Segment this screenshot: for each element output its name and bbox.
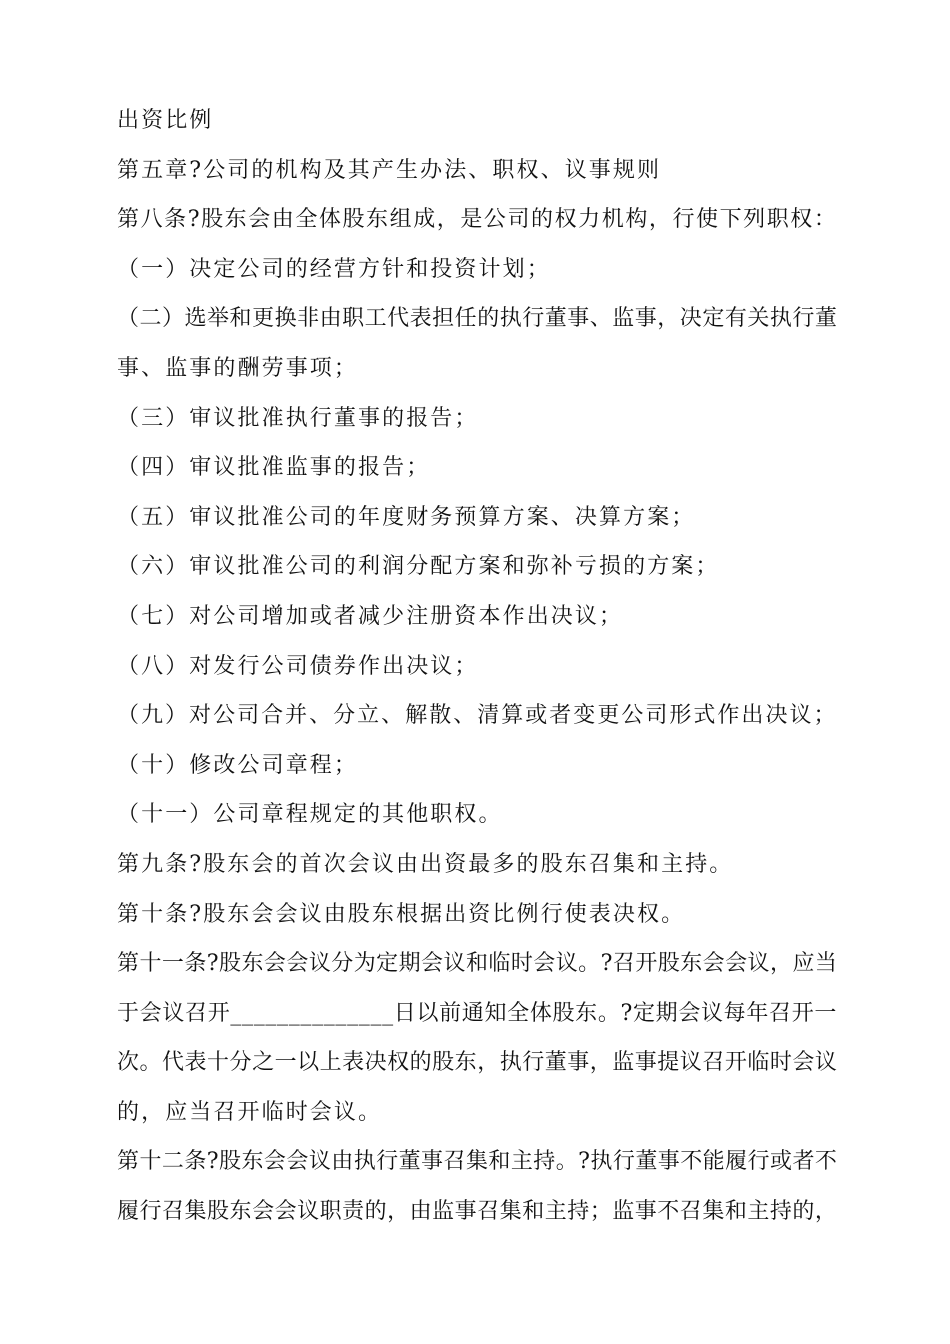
line-text: （四）审议批准监事的报告；: [117, 455, 431, 481]
list-item: [117, 245, 839, 295]
line-text: （十一）公司章程规定的其他职权。: [117, 802, 503, 828]
article-9: [117, 840, 839, 890]
article-11-continuation: [117, 1088, 839, 1138]
line-text: 事、监事的酬劳事项；: [117, 355, 359, 381]
article-11-continuation: [117, 1038, 839, 1088]
line-text: （二）选举和更换非由职工代表担任的执行董事、监事，决定有关执行董: [117, 306, 838, 332]
list-item: [117, 493, 839, 543]
line-text: 次。代表十分之一以上表决权的股东，执行董事，监事提议召开临时会议: [117, 1050, 838, 1076]
list-item: [117, 542, 839, 592]
text-line: [117, 96, 839, 146]
document-page: [117, 96, 839, 1237]
line-text: 第十条?股东会会议由股东根据出资比例行使表决权。: [117, 901, 686, 927]
line-text: 于会议召开______________日以前通知全体股东。?定期会议每年召开一: [117, 1000, 838, 1026]
list-item: [117, 294, 839, 344]
line-text: 第五章?公司的机构及其产生办法、职权、议事规则: [117, 157, 662, 183]
article-11: [117, 939, 839, 989]
line-text: 的，应当召开临时会议。: [117, 1099, 383, 1125]
line-text: （三）审议批准执行董事的报告；: [117, 405, 479, 431]
line-text: （九）对公司合并、分立、解散、清算或者变更公司形式作出决议；: [117, 703, 838, 729]
line-text: （五）审议批准公司的年度财务预算方案、决算方案；: [117, 504, 696, 530]
line-text: （十）修改公司章程；: [117, 752, 359, 778]
list-item: [117, 691, 839, 741]
line-text: 第十一条?股东会会议分为定期会议和临时会议。?召开股东会会议，应当: [117, 951, 838, 977]
article-8: [117, 195, 839, 245]
line-text: （六）审议批准公司的利润分配方案和弥补亏损的方案；: [117, 554, 720, 580]
line-text: 履行召集股东会会议职责的，由监事召集和主持；监事不召集和主持的，: [117, 1199, 838, 1225]
list-item: [117, 394, 839, 444]
line-text: （八）对发行公司债券作出决议；: [117, 653, 479, 679]
line-text: （七）对公司增加或者减少注册资本作出决议；: [117, 603, 624, 629]
line-text: 第九条?股东会的首次会议由出资最多的股东召集和主持。: [117, 851, 734, 877]
line-text: 第八条?股东会由全体股东组成，是公司的权力机构，行使下列职权：: [117, 207, 838, 233]
article-11-continuation: [117, 989, 839, 1039]
list-item-continuation: [117, 344, 839, 394]
list-item: [117, 592, 839, 642]
line-text: （一）决定公司的经营方针和投资计划；: [117, 256, 551, 282]
list-item: [117, 642, 839, 692]
list-item: [117, 790, 839, 840]
article-12: [117, 1137, 839, 1187]
list-item: [117, 741, 839, 791]
list-item: [117, 443, 839, 493]
line-text: 出资比例: [117, 108, 214, 133]
article-12-continuation: [117, 1187, 839, 1237]
line-text: 第十二条?股东会会议由执行董事召集和主持。?执行董事不能履行或者不: [117, 1149, 838, 1175]
article-10: [117, 890, 839, 940]
chapter-heading: [117, 146, 839, 196]
